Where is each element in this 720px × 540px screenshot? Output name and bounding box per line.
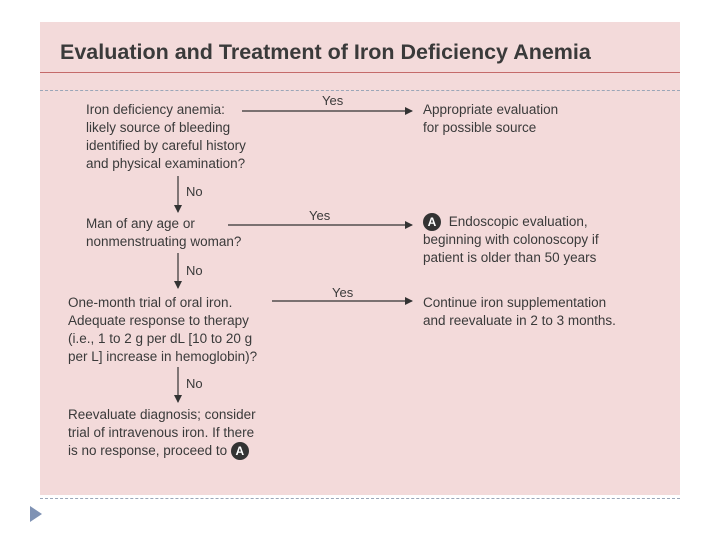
- figure-title: Evaluation and Treatment of Iron Deficiency Anemia: [60, 40, 591, 64]
- outcome-1-line: for possible source: [423, 120, 537, 135]
- outcome-2-line: beginning with colonoscopy if: [423, 232, 599, 248]
- step-3-line: per L] increase in hemoglobin)?: [68, 349, 258, 364]
- outcome-2-first-line: Endoscopic evaluation,: [448, 214, 588, 229]
- step-3-line: Adequate response to therapy: [68, 313, 249, 328]
- outcome-3-line: Continue iron supplementation: [423, 295, 607, 310]
- no-label-3: No: [186, 376, 203, 391]
- step-1-line: Iron deficiency anemia:: [86, 102, 225, 117]
- step-2-line: Man of any age or: [86, 216, 195, 231]
- outcome-3-line: and reevaluate in 2 to 3 months.: [423, 313, 616, 328]
- outcome-1-line: Appropriate evaluation: [423, 102, 559, 117]
- outcome-2-line: patient is older than 50 years: [423, 250, 597, 266]
- no-label-1: No: [186, 184, 203, 199]
- step-4-line: trial of intravenous iron. If there: [68, 425, 255, 440]
- yes-label-1: Yes: [322, 93, 344, 108]
- badge-a-icon: A: [423, 213, 441, 231]
- step-4-line: Reevaluate diagnosis; consider: [68, 407, 256, 422]
- yes-label-3: Yes: [332, 285, 354, 300]
- step-1-line: identified by careful history: [86, 138, 246, 153]
- step-1-line: and physical examination?: [86, 156, 246, 171]
- yes-label-2: Yes: [309, 208, 331, 223]
- no-label-2: No: [186, 263, 203, 278]
- step-1-line: likely source of bleeding: [86, 120, 231, 135]
- step-3-line: One-month trial of oral iron.: [68, 295, 233, 310]
- badge-a-icon: A: [231, 442, 249, 460]
- step-3-line: (i.e., 1 to 2 g per dL [10 to 20 g: [68, 331, 253, 346]
- step-2-line: nonmenstruating woman?: [86, 234, 242, 249]
- step-4-last-line: is no response, proceed to: [68, 443, 228, 458]
